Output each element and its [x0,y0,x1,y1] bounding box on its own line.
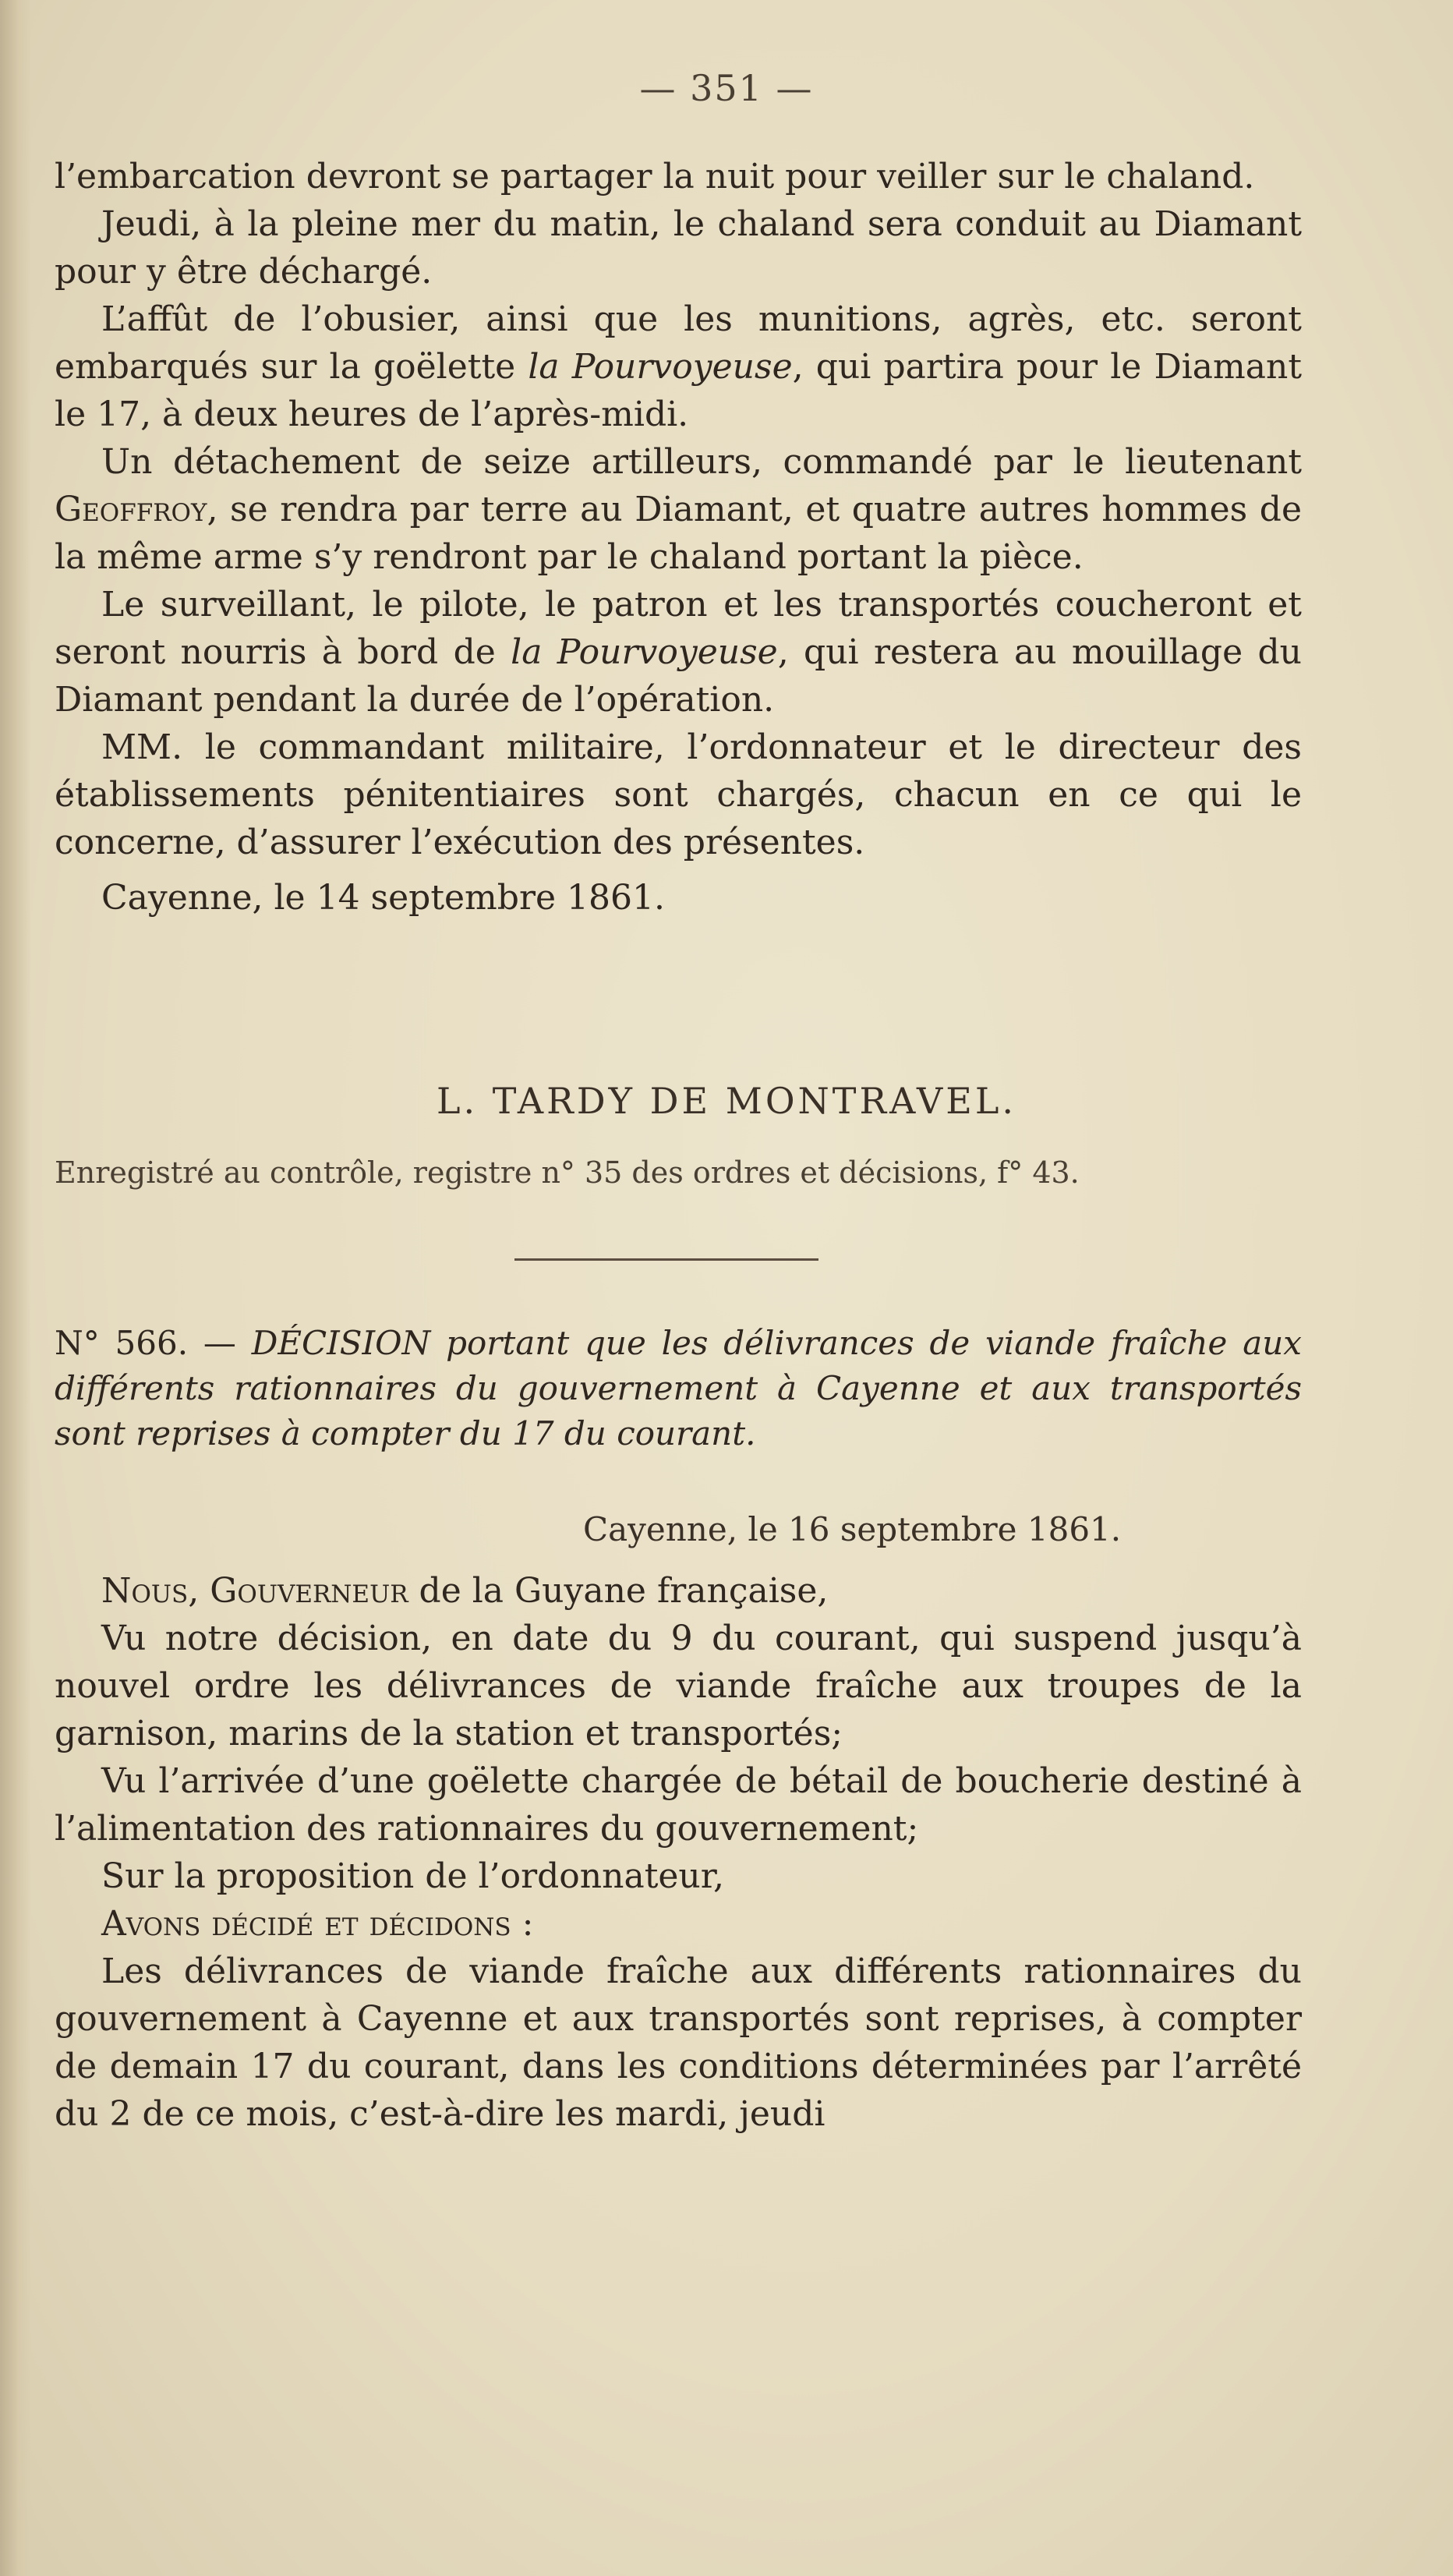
page-number: — 351 — [639,67,814,109]
ship-name: la Pourvoyeuse [528,347,793,387]
paragraph: Jeudi, à la pleine mer du matin, le chaland sera conduit au Diamant pour y être déchargé. [55,204,1302,292]
paragraph: L’affût de l’obusier, ainsi que les munitions, agrès, etc. seront embarqués sur la goëlette la Pourvoyeuse, qui partira pour le Diamant le 17, à deux heures de l’après-midi. [55,299,1303,434]
paragraph: Sur la proposition de l’ordonnateur, [101,1856,724,1896]
decision-heading [55,1321,1302,1456]
paragraph: Les délivrances de viande fraîche aux différents rationnaires du gouvernement à Cayenne et aux transportés sont reprises, à compter de demain 17 du courant, dans les conditions déterminées par l’arrêté du 2 de ce mois, c’est-à-dire les mardi, jeudi [55,1951,1302,2134]
section-divider [514,1258,818,1261]
decision-body [55,1567,1302,2138]
paragraph: Un détachement de seize artilleurs, commandé par le lieutenant Geoffroy, se rendra par terre au Diamant, et quatre autres hommes de la même arme s’y rendront par le chaland portant la pièce. [55,442,1302,577]
paragraph: Vu notre décision, en date du 9 du courant, qui suspend jusqu’à nouvel ordre les délivrances de viande fraîche aux troupes de la garnison, marins de la station et transportés; [55,1619,1302,1753]
decision-number: N° 566. — [55,1324,236,1362]
paragraph: MM. le commandant militaire, l’ordonnateur et le directeur des établissements pénitentiaires sont chargés, chacun en ce qui le concerne, d’assurer l’exécution des présentes. [55,727,1302,862]
paragraph: Nous, Gouverneur de la Guyane française, [101,1571,829,1611]
place-date: Cayenne, le 14 septembre 1861. [101,878,665,918]
signature: L. TARDY DE MONTRAVEL. [436,1080,1017,1122]
paragraph: Vu l’arrivée d’une goëlette chargée de bétail de boucherie destiné à l’alimentation des rationnaires du gouvernement; [55,1761,1302,1849]
decision-dateline: Cayenne, le 16 septembre 1861. [583,1510,1122,1548]
ship-name: la Pourvoyeuse [511,632,778,672]
decision-title: DÉCISION portant que les délivrances de viande fraîche aux différents rationnaires du gouvernement à Cayenne et aux transportés sont reprises à compter du 17 du courant. [55,1324,1302,1453]
ordre-continuation [55,153,1302,922]
person-name: Geoffroy [55,490,207,529]
registration-note: Enregistré au contrôle, registre n° 35 des ordres et décisions, f° 43. [55,1155,1080,1190]
paragraph: l’embarcation devront se partager la nuit pour veiller sur le chaland. [55,157,1255,196]
page-gutter-shadow [0,0,31,2576]
paragraph: Le surveillant, le pilote, le patron et les transportés coucheront et seront nourris à bord de la Pourvoyeuse, qui restera au mouillage du Diamant pendant la durée de l’opération. [55,585,1302,720]
paragraph: Avons décidé et décidons : [101,1904,534,1944]
